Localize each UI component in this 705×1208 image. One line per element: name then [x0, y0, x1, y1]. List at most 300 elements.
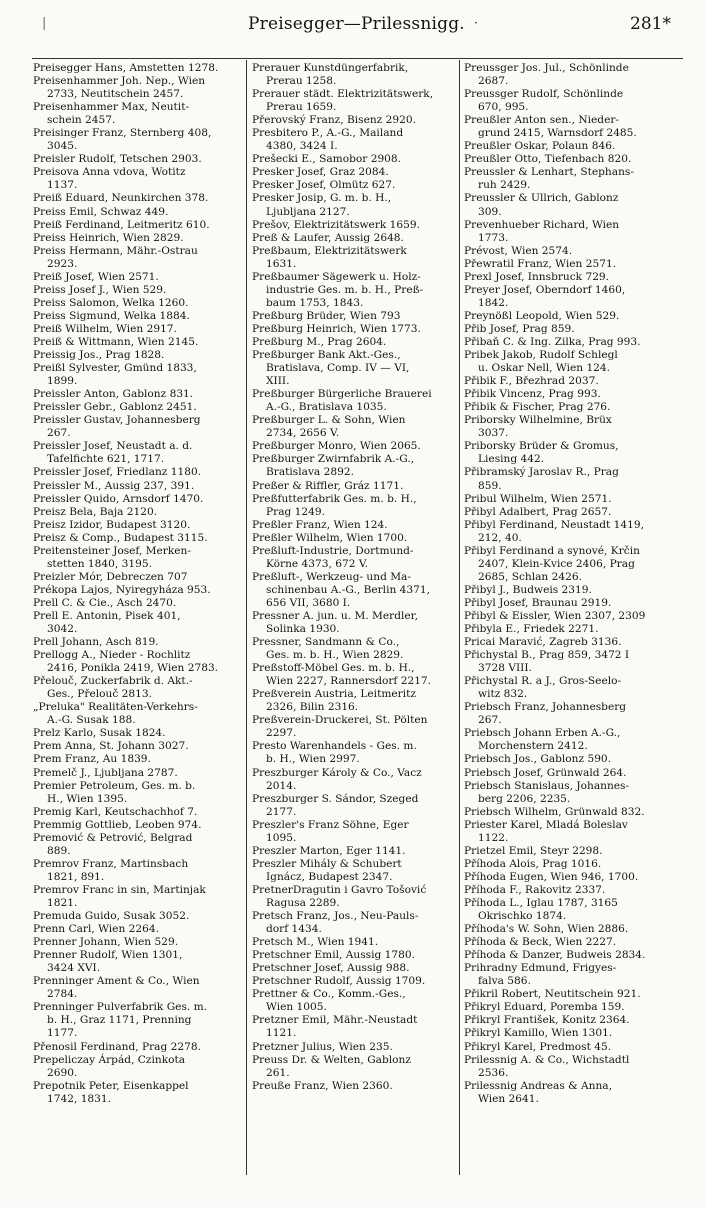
entry-line: Preußler Anton sen., Nieder-	[464, 114, 620, 127]
directory-entry	[464, 310, 670, 323]
entry-line: Preszler Marton, Eger 1141.	[252, 844, 406, 857]
entry-continuation: Prerau 1659.	[266, 101, 337, 114]
entry-line: Priester Karel, Mladá Boleslav	[464, 818, 628, 831]
directory-entry	[33, 62, 243, 75]
directory-entry	[33, 949, 243, 975]
directory-entry	[33, 740, 243, 753]
directory-entry	[252, 858, 457, 884]
entry-continuation: Wien 2641.	[478, 1092, 539, 1105]
directory-entry	[252, 414, 457, 440]
entry-continuation: 1095.	[266, 831, 297, 844]
directory-entry	[33, 923, 243, 936]
directory-entry	[33, 506, 243, 519]
entry-continuation: 2177.	[266, 805, 297, 818]
directory-entry	[252, 636, 457, 662]
entry-line: Prešecki E., Samobor 2908.	[252, 153, 402, 166]
entry-line: Premuda Guido, Susak 3052.	[33, 910, 190, 923]
directory-entry	[33, 349, 243, 362]
page-title: Preisegger—Prilessnigg.	[248, 14, 465, 34]
entry-continuation: schinenbau A.-G., Berlin 4371,	[266, 583, 430, 596]
entry-line: Přibyla E., Friedek 2271.	[464, 623, 599, 636]
entry-line: PretnerDragutin i Gavro Tošović	[252, 883, 427, 896]
entry-continuation: 1773.	[478, 231, 509, 244]
entry-continuation: 2536.	[478, 1066, 509, 1079]
directory-entry	[252, 336, 457, 349]
entry-continuation: 3037.	[478, 427, 509, 440]
entry-line: Preiss Salomon, Welka 1260.	[33, 296, 189, 309]
directory-entry	[33, 727, 243, 740]
entry-line: Přikril Robert, Neutitschein 921.	[464, 988, 641, 1001]
entry-line: Preisz & Comp., Budapest 3115.	[33, 531, 208, 544]
directory-entry	[252, 153, 457, 166]
entry-line: Pretsch Franz, Jos., Neu-Pauls-	[252, 910, 419, 923]
entry-line: Preisinger Franz, Sternberg 408,	[33, 127, 212, 140]
directory-entry	[464, 192, 670, 218]
entry-line: Preyer Josef, Oberndorf 1460,	[464, 283, 626, 296]
entry-line: Presto Warenhandels - Ges. m.	[252, 740, 417, 753]
entry-line: Prihradny Edmund, Frigyes-	[464, 962, 617, 975]
entry-continuation: Okrischko 1874.	[478, 910, 567, 923]
directory-entry	[33, 780, 243, 806]
entry-line: Prilessnig Andreas & Anna,	[464, 1079, 612, 1092]
entry-line: Premig Karl, Keutschachhof 7.	[33, 805, 198, 818]
entry-line: Preßburg Heinrich, Wien 1773.	[252, 322, 421, 335]
entry-line: Pretschner Josef, Aussig 988.	[252, 962, 410, 975]
entry-line: Priebsch Stanislaus, Johannes-	[464, 779, 630, 792]
entry-line: Přikryl Kamillo, Wien 1301.	[464, 1027, 613, 1040]
entry-line: Preßverein Austria, Leitmeritz	[252, 688, 416, 701]
directory-entry	[464, 727, 670, 753]
directory-entry	[33, 519, 243, 532]
entry-line: Preszler Mihály & Schubert	[252, 857, 402, 870]
directory-entry	[464, 962, 670, 988]
entry-line: Preuss Dr. & Welten, Gablonz	[252, 1053, 411, 1066]
entry-line: Prell Johann, Asch 819.	[33, 636, 159, 649]
entry-continuation: 2733, Neutitschein 2457.	[47, 88, 184, 101]
directory-entry	[464, 336, 670, 349]
entry-line: Preßburger Monro, Wien 2065.	[252, 440, 421, 453]
directory-entry	[33, 767, 243, 780]
entry-line: Preszburger S. Sándor, Szeged	[252, 792, 419, 805]
directory-entry	[33, 975, 243, 1001]
entry-line: Premier Petroleum, Ges. m. b.	[33, 779, 196, 792]
directory-entry	[464, 545, 670, 584]
directory-entry	[464, 88, 670, 114]
entry-line: Prepotnik Peter, Eisenkappel	[33, 1079, 189, 1092]
entry-line: Preußler Oskar, Polaun 846.	[464, 140, 616, 153]
directory-entry	[252, 114, 457, 127]
entry-line: Přenosil Ferdinand, Prag 2278.	[33, 1040, 201, 1053]
entry-line: Prem Franz, Au 1839.	[33, 753, 151, 766]
entry-line: Preiss Hermann, Mähr.-Ostrau	[33, 244, 198, 257]
entry-continuation: 1842.	[478, 296, 509, 309]
directory-entry	[33, 1001, 243, 1040]
entry-line: Preßburger Bürgerliche Brauerei	[252, 388, 432, 401]
entry-line: Preiss Josef J., Wien 529.	[33, 283, 167, 296]
entry-continuation: 859.	[478, 479, 502, 492]
entry-line: Přichystal R. a J., Gros-Seelo-	[464, 675, 622, 688]
directory-entry	[252, 62, 457, 88]
directory-entry	[33, 819, 243, 832]
entry-line: Pretschner Rudolf, Aussig 1709.	[252, 975, 426, 988]
entry-line: Pretzner Emil, Mähr.-Neustadt	[252, 1014, 418, 1027]
directory-entry	[464, 493, 670, 506]
entry-line: Preussger Rudolf, Schönlinde	[464, 88, 624, 101]
header-dot: ·	[474, 16, 478, 30]
entry-line: Pretschner Emil, Aussig 1780.	[252, 949, 415, 962]
entry-line: Příhoda L., Iglau 1787, 3165	[464, 897, 618, 909]
directory-entry	[464, 871, 670, 884]
entry-line: Preßburger Bank Akt.-Ges.,	[252, 349, 401, 362]
entry-line: Prellogg A., Nieder - Rochlitz	[33, 649, 191, 662]
directory-entry	[252, 388, 457, 414]
entry-line: Priebsch Franz, Johannesberg	[464, 701, 627, 714]
entry-line: Pressner A. jun. u. M. Merdler,	[252, 609, 418, 622]
directory-entry	[252, 453, 457, 479]
directory-entry	[464, 923, 670, 936]
entry-continuation: baum 1753, 1843.	[266, 296, 364, 309]
entry-continuation: 2407, Klein-Kvice 2406, Prag	[478, 557, 635, 570]
entry-line: Preiss Emil, Schwaz 449.	[33, 205, 169, 218]
directory-entry	[464, 780, 670, 806]
entry-continuation: 309.	[478, 205, 502, 218]
entry-line: Prerauer Kunstdüngerfabrik,	[252, 62, 409, 74]
entry-continuation: 261.	[266, 1066, 290, 1079]
entry-line: Přibyl Adalbert, Prag 2657.	[464, 505, 612, 518]
entry-continuation: 1821.	[47, 897, 78, 909]
entry-line: Preiss Heinrich, Wien 2829.	[33, 231, 184, 244]
directory-entry	[252, 610, 457, 636]
directory-entry	[33, 1041, 243, 1054]
entry-continuation: dorf 1434.	[266, 923, 322, 936]
directory-entry	[464, 271, 670, 284]
directory-entry	[464, 284, 670, 310]
entry-line: Preuße Franz, Wien 2360.	[252, 1079, 393, 1092]
directory-entry	[252, 310, 457, 323]
entry-continuation: Ljubljana 2127.	[266, 205, 350, 218]
margin-mark: |	[42, 16, 47, 31]
entry-line: Prerauer städt. Elektrizitätswerk,	[252, 88, 434, 101]
entry-continuation: 267.	[478, 714, 502, 727]
directory-entry	[464, 258, 670, 271]
entry-line: Preissig Jos., Prag 1828.	[33, 349, 165, 362]
entry-line: Preszler's Franz Söhne, Eger	[252, 818, 409, 831]
directory-entry	[464, 701, 670, 727]
entry-line: „Preluka" Realitäten-Verkehrs-	[33, 701, 198, 714]
directory-entry	[464, 897, 670, 923]
entry-continuation: schein 2457.	[47, 114, 116, 127]
entry-continuation: 3042.	[47, 623, 78, 636]
directory-entry	[464, 375, 670, 388]
entry-line: Prell E. Antonin, Pisek 401,	[33, 609, 181, 622]
entry-line: Přibyl & Eissler, Wien 2307, 2309	[464, 609, 646, 622]
directory-entry	[33, 297, 243, 310]
entry-continuation: Bratislava 2892.	[266, 466, 354, 479]
entry-continuation: ruh 2429.	[478, 179, 531, 192]
directory-entry	[33, 753, 243, 766]
entry-line: Preßbaum, Elektrizitätswerk	[252, 244, 407, 257]
directory-entry	[464, 114, 670, 140]
directory-entry	[252, 1041, 457, 1054]
entry-continuation: Bratislava, Comp. IV — VI,	[266, 362, 410, 375]
entry-continuation: 3424 XVI.	[47, 962, 101, 975]
entry-line: Preisenhammer Max, Neutit-	[33, 101, 190, 114]
directory-entry	[252, 571, 457, 610]
directory-entry	[464, 636, 670, 649]
directory-entry	[252, 440, 457, 453]
directory-entry	[33, 75, 243, 101]
directory-entry	[464, 166, 670, 192]
directory-entry	[252, 232, 457, 245]
entry-line: Preisler Rudolf, Tetschen 2903.	[33, 153, 202, 166]
entry-continuation: 1631.	[266, 257, 297, 270]
entry-line: Premrov Franc in sin, Martinjak	[33, 883, 206, 896]
entry-continuation: grund 2415, Warnsdorf 2485.	[478, 127, 637, 140]
entry-continuation: 1121.	[266, 1027, 297, 1040]
entry-line: Preisova Anna vdova, Wotitz	[33, 166, 186, 179]
entry-line: Přibik & Fischer, Prag 276.	[464, 401, 611, 414]
entry-continuation: berg 2206, 2235.	[478, 792, 571, 805]
entry-line: Preßstoff-Möbel Ges. m. b. H.,	[252, 662, 415, 675]
entry-line: Preiß Josef, Wien 2571.	[33, 270, 159, 283]
directory-entry	[33, 597, 243, 610]
entry-line: Preß & Laufer, Aussig 2648.	[252, 231, 404, 244]
directory-entry	[252, 349, 457, 388]
entry-line: Preßbaumer Sägewerk u. Holz-	[252, 270, 421, 283]
entry-line: Prévost, Wien 2574.	[464, 244, 573, 257]
directory-entry	[252, 532, 457, 545]
directory-entry	[252, 1054, 457, 1080]
entry-line: Přibyl Ferdinand, Neustadt 1419,	[464, 518, 644, 531]
entry-line: Preiß Eduard, Neunkirchen 378.	[33, 192, 209, 205]
entry-line: Prenn Carl, Wien 2264.	[33, 923, 159, 936]
entry-continuation: Solinka 1930.	[266, 623, 340, 636]
entry-continuation: 4380, 3424 I.	[266, 140, 338, 153]
directory-entry	[252, 936, 457, 949]
directory-entry	[464, 219, 670, 245]
directory-entry	[252, 519, 457, 532]
entry-continuation: 889.	[47, 844, 71, 857]
entry-line: Příhoda's W. Sohn, Wien 2886.	[464, 923, 629, 936]
entry-line: Preynößl Leopold, Wien 529.	[464, 309, 620, 322]
entry-line: Příhoda & Danzer, Budweis 2834.	[464, 949, 646, 962]
directory-entry	[33, 388, 243, 401]
directory-entry	[252, 714, 457, 740]
directory-entry	[464, 1014, 670, 1027]
directory-entry	[464, 675, 670, 701]
entry-line: Prenninger Pulverfabrik Ges. m.	[33, 1001, 208, 1014]
directory-entry	[252, 975, 457, 988]
directory-entry	[464, 519, 670, 545]
directory-entry	[252, 493, 457, 519]
entry-line: Prietzel Emil, Steyr 2298.	[464, 844, 603, 857]
entry-continuation: stetten 1840, 3195.	[47, 557, 152, 570]
directory-entry	[252, 323, 457, 336]
entry-line: Preßluft-Industrie, Dortmund-	[252, 544, 414, 557]
directory-entry	[464, 753, 670, 766]
directory-entry	[252, 480, 457, 493]
entry-line: Přibyl J., Budweis 2319.	[464, 583, 592, 596]
entry-line: Preiss Sigmund, Welka 1884.	[33, 309, 190, 322]
directory-entry	[464, 62, 670, 88]
entry-line: Přikryl František, Konitz 2364.	[464, 1014, 630, 1027]
entry-line: Preissler M., Aussig 237, 391.	[33, 479, 195, 492]
directory-entry	[252, 1014, 457, 1040]
entry-continuation: A.-G. Susak 188.	[47, 714, 136, 727]
directory-entry	[252, 192, 457, 218]
directory-entry	[33, 675, 243, 701]
directory-entry	[33, 701, 243, 727]
directory-entry	[33, 284, 243, 297]
entry-continuation: 2416, Ponikla 2419, Wien 2783.	[47, 662, 219, 675]
entry-continuation: 670, 995.	[478, 101, 529, 114]
entry-line: Přibik Vincenz, Prag 993.	[464, 388, 601, 401]
entry-line: Prenner Johann, Wien 529.	[33, 936, 179, 949]
directory-entry	[33, 884, 243, 910]
directory-entry	[33, 127, 243, 153]
directory-entry	[33, 310, 243, 323]
entry-line: Presker Josip, G. m. b. H.,	[252, 192, 392, 205]
entry-line: Priborsky Wilhelmine, Brüx	[464, 414, 612, 427]
directory-entry	[252, 767, 457, 793]
entry-continuation: Wien 2227, Rannersdorf 2217.	[266, 675, 432, 688]
entry-line: Preissler Anton, Gablonz 831.	[33, 388, 194, 401]
directory-entry	[464, 845, 670, 858]
entry-line: Přibramský Jaroslav R., Prag	[464, 466, 619, 479]
directory-entry	[464, 623, 670, 636]
entry-line: Prilessnig A. & Co., Wichstadtl	[464, 1053, 630, 1066]
entry-line: Preissler Josef, Friedlanz 1180.	[33, 466, 202, 479]
column-3	[464, 62, 670, 1192]
entry-line: Preissler Gustav, Johannesberg	[33, 414, 201, 427]
entry-line: Preisz Izidor, Budapest 3120.	[33, 518, 191, 531]
directory-entry	[33, 362, 243, 388]
directory-entry	[33, 480, 243, 493]
entry-line: Přikryl Karel, Predmost 45.	[464, 1040, 612, 1053]
entry-line: Příhoda & Beck, Wien 2227.	[464, 936, 617, 949]
entry-continuation: 3728 VIII.	[478, 662, 532, 675]
entry-line: Premrov Franz, Martinsbach	[33, 857, 189, 870]
directory-entry	[464, 649, 670, 675]
entry-line: Prexl Josef, Innsbruck 729.	[464, 270, 610, 283]
directory-entry	[464, 401, 670, 414]
directory-entry	[464, 1080, 670, 1106]
directory-entry	[252, 793, 457, 819]
directory-entry	[33, 101, 243, 127]
entry-line: Preßburger Zwirnfabrik A.-G.,	[252, 453, 415, 466]
entry-continuation: Ignácz, Budapest 2347.	[266, 870, 393, 883]
entry-continuation: 2326, Bilin 2316.	[266, 701, 359, 714]
entry-continuation: 2685, Schlan 2426.	[478, 570, 582, 583]
directory-entry	[464, 949, 670, 962]
entry-line: Preußler Otto, Tiefenbach 820.	[464, 153, 632, 166]
entry-continuation: 2297.	[266, 727, 297, 740]
entry-continuation: Liesing 442.	[478, 453, 545, 466]
entry-line: Prenner Rudolf, Wien 1301,	[33, 949, 183, 962]
directory-entry	[464, 323, 670, 336]
directory-entry	[33, 532, 243, 545]
entry-continuation: 2014.	[266, 779, 297, 792]
directory-entry	[252, 949, 457, 962]
directory-entry	[464, 414, 670, 440]
entry-continuation: 267.	[47, 427, 71, 440]
column-divider	[246, 60, 247, 1175]
entry-line: Přelouč, Zuckerfabrik d. Akt.-	[33, 675, 193, 688]
entry-continuation: u. Oskar Nell, Wien 124.	[478, 362, 611, 375]
directory-entry	[464, 806, 670, 819]
directory-entry	[464, 597, 670, 610]
directory-entry	[33, 245, 243, 271]
entry-line: Přibyl Ferdinand a synové, Krčin	[464, 544, 640, 557]
entry-line: Preissler Josef, Neustadt a. d.	[33, 440, 193, 453]
page-number: 281*	[630, 14, 671, 34]
directory-entry	[33, 1080, 243, 1106]
entry-continuation: 1821, 891.	[47, 870, 105, 883]
entry-line: Preßburg M., Prag 2604.	[252, 335, 387, 348]
entry-line: Preißl Sylvester, Gmünd 1833,	[33, 362, 197, 375]
entry-line: Presker Josef, Olmütz 627.	[252, 179, 396, 192]
directory-entry	[464, 819, 670, 845]
entry-line: Přibaň C. & Ing. Zilka, Prag 993.	[464, 335, 641, 348]
entry-continuation: industrie Ges. m. b. H., Preß-	[266, 283, 424, 296]
entry-continuation: 1177.	[47, 1027, 78, 1040]
entry-continuation: b. H., Graz 1171, Prenning	[47, 1014, 192, 1027]
entry-line: Presker Josef, Graz 2084.	[252, 166, 389, 179]
entry-continuation: XIII.	[266, 375, 290, 388]
entry-line: Preitensteiner Josef, Merken-	[33, 544, 191, 557]
entry-line: Pribek Jakob, Rudolf Schlegl	[464, 349, 618, 362]
directory-entry	[33, 336, 243, 349]
directory-entry	[252, 271, 457, 310]
entry-continuation: Körne 4373, 672 V.	[266, 557, 368, 570]
directory-entry	[252, 988, 457, 1014]
entry-continuation: Ges. m. b. H., Wien 2829.	[266, 649, 404, 662]
entry-line: Prelz Karlo, Susak 1824.	[33, 727, 166, 740]
entry-continuation: 212, 40.	[478, 531, 522, 544]
directory-entry	[252, 910, 457, 936]
directory-entry	[252, 688, 457, 714]
entry-continuation: 3045.	[47, 140, 78, 153]
directory-entry	[33, 440, 243, 466]
entry-line: Preussler & Lenhart, Stephans-	[464, 166, 634, 179]
directory-entry	[464, 153, 670, 166]
entry-line: Přerovský Franz, Bisenz 2920.	[252, 114, 416, 127]
directory-entry	[464, 1054, 670, 1080]
directory-entry	[252, 1080, 457, 1093]
directory-entry	[464, 245, 670, 258]
entry-line: Preßer & Riffler, Gráz 1171.	[252, 479, 404, 492]
directory-entry	[33, 271, 243, 284]
entry-line: Přib Josef, Prag 859.	[464, 322, 575, 335]
entry-line: Preissler Quido, Arnsdorf 1470.	[33, 492, 204, 505]
entry-continuation: 1742, 1831.	[47, 1092, 112, 1105]
column-divider	[459, 60, 460, 1175]
entry-line: Prevenhueber Richard, Wien	[464, 218, 620, 231]
entry-continuation: Morchenstern 2412.	[478, 740, 588, 753]
entry-line: Preßluft-, Werkzeug- und Ma-	[252, 570, 411, 583]
entry-continuation: 656 VII, 3680 I.	[266, 596, 351, 609]
entry-line: Přibyl Josef, Braunau 2919.	[464, 596, 612, 609]
directory-entry	[33, 232, 243, 245]
directory-entry	[464, 988, 670, 1001]
entry-line: Premmig Gottlieb, Leoben 974.	[33, 818, 202, 831]
entry-line: Prepeliczay Árpád, Czinkota	[33, 1053, 186, 1066]
directory-entry	[252, 545, 457, 571]
entry-line: Priebsch Wilhelm, Grünwald 832.	[464, 805, 645, 818]
directory-entry	[33, 584, 243, 597]
entry-continuation: Wien 1005.	[266, 1001, 327, 1014]
directory-entry	[464, 349, 670, 375]
